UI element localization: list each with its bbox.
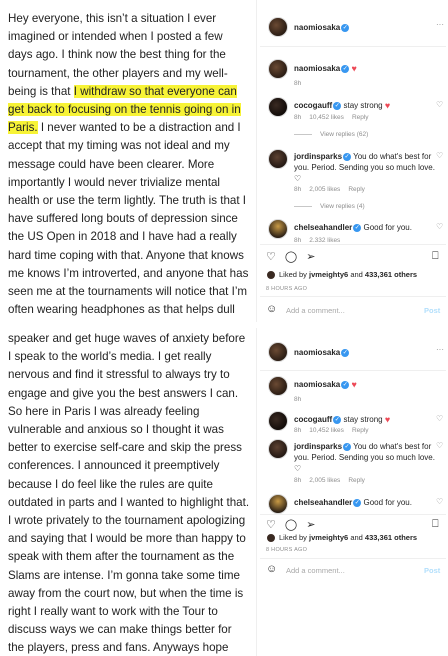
heart-icon[interactable]: ♡ (436, 222, 444, 231)
comment-username[interactable]: jordinsparks (294, 152, 343, 161)
avatar[interactable] (268, 17, 288, 37)
comment (294, 497, 439, 508)
post-caption-part-1 (8, 10, 250, 322)
emoji-icon[interactable]: ☺ (266, 303, 278, 315)
column-divider (256, 328, 257, 656)
view-replies-button[interactable]: View replies (62) (294, 131, 368, 138)
comment-icon[interactable]: ◯ (284, 519, 298, 531)
column-divider (256, 0, 257, 322)
reply-button[interactable]: Reply (348, 186, 365, 193)
action-bar (266, 250, 324, 263)
comment-username[interactable]: cocogauff (294, 101, 333, 110)
comment-likes[interactable]: 2,332 likes (309, 237, 341, 242)
avatar (266, 270, 276, 280)
verified-badge-icon: ✓ (354, 224, 360, 231)
post-header (294, 22, 439, 33)
comments-sidebar (260, 328, 446, 656)
action-bar (266, 518, 324, 531)
share-icon[interactable]: ➢ (306, 519, 316, 531)
post-panel-top (0, 0, 448, 322)
reply-button[interactable]: Reply (351, 427, 369, 434)
divider (260, 296, 446, 297)
owner-caption (294, 379, 439, 390)
liked-by-count[interactable]: 433,361 others (364, 533, 418, 542)
header-username[interactable]: naomiosaka (294, 23, 341, 32)
avatar (266, 533, 276, 543)
comment-username[interactable]: chelseahandler (294, 223, 353, 232)
comment-text: stay strong (343, 415, 383, 424)
heart-icon[interactable]: ♡ (436, 100, 444, 109)
comment-meta (294, 427, 377, 434)
reply-button[interactable]: Reply (348, 477, 365, 484)
liked-by: Liked by jvmeighty6 and 433,361 others (266, 270, 417, 280)
heart-icon[interactable]: ♡ (436, 151, 444, 160)
avatar[interactable] (268, 439, 288, 459)
divider (260, 514, 446, 515)
verified-badge-icon: ✓ (354, 499, 360, 506)
red-heart-emoji-icon: ♥ (384, 414, 391, 425)
heart-icon[interactable]: ♡ (436, 414, 444, 423)
avatar[interactable] (268, 59, 288, 79)
add-comment-input[interactable]: Add a comment... (286, 566, 345, 575)
post-panel-bottom (0, 328, 448, 656)
owner-caption (294, 63, 439, 74)
reply-button[interactable]: Reply (351, 114, 369, 121)
comment-likes[interactable]: 10,452 likes (309, 427, 344, 434)
comment (294, 414, 439, 425)
liked-by-user[interactable]: jvmeighty6 (309, 270, 349, 279)
comment-meta (294, 186, 373, 193)
verified-badge-icon: ✓ (334, 102, 340, 109)
post-caption-part-2 (8, 330, 250, 656)
view-replies-button[interactable]: View replies (4) (294, 203, 365, 210)
comment-time: 8h (294, 114, 302, 121)
avatar[interactable] (268, 342, 288, 362)
comment-meta (294, 114, 377, 121)
red-heart-emoji-icon: ♥ (351, 63, 357, 74)
heart-icon[interactable]: ♡ (266, 519, 276, 531)
verified-badge-icon: ✓ (342, 24, 348, 31)
emoji-icon[interactable]: ☺ (266, 563, 278, 575)
post-comment-button[interactable]: Post (424, 306, 441, 315)
share-icon[interactable]: ➢ (306, 251, 316, 263)
avatar[interactable] (268, 411, 288, 431)
comment (294, 441, 439, 474)
avatar[interactable] (268, 97, 288, 117)
verified-badge-icon: ✓ (342, 381, 348, 388)
owner-caption-time: 8h (294, 396, 302, 403)
verified-badge-icon: ✓ (344, 153, 350, 160)
comment-time: 8h (294, 237, 302, 242)
verified-badge-icon: ✓ (342, 65, 348, 72)
verified-badge-icon: ✓ (342, 349, 348, 356)
post-comment-button[interactable]: Post (424, 566, 441, 575)
avatar[interactable] (268, 149, 288, 169)
comment-text: Good for you. (363, 223, 412, 232)
liked-by-count[interactable]: 433,361 others (364, 270, 418, 279)
divider (260, 558, 446, 559)
more-options-icon[interactable]: ··· (436, 345, 444, 354)
comment-text: You do what's best for you. Period. Sending you so much love. (294, 152, 435, 172)
header-username[interactable]: naomiosaka (294, 348, 341, 357)
comment-text: stay strong (343, 101, 383, 110)
comment-text: Good for you. (363, 498, 412, 507)
owner-username[interactable]: naomiosaka (294, 380, 341, 389)
post-timestamp: 8 HOURS AGO (266, 286, 308, 292)
comments-sidebar (260, 0, 446, 322)
heart-icon[interactable]: ♡ (436, 497, 444, 506)
caption-text: Hey everyone, this isn’t a situation I ever imagined or intended when I posted a few days ago. I think now the best thing for the tournament, the other players and my well-being is that (8, 12, 228, 98)
comment-meta (294, 237, 348, 242)
comment-username[interactable]: cocogauff (294, 415, 333, 424)
heart-emoji-icon: ♡ (294, 464, 302, 473)
liked-by-user[interactable]: jvmeighty6 (309, 533, 349, 542)
avatar[interactable] (268, 219, 288, 239)
verified-badge-icon: ✓ (334, 416, 340, 423)
divider (260, 46, 446, 47)
caption-text: I never wanted to be a distraction and I accept that my timing was not ideal and my message could have been clearer. More importantly I would never trivialize mental health or use the term lightly. The truth is that I have suffered long bouts of depression since the US Open in 2018 and I have had a really hard time coping with that. Anyone that knows me knows I’m introverted, and anyone that has seen me at the tournaments will notice that I’m often wearing headphones as that helps dull (8, 121, 249, 317)
bookmark-icon[interactable]: ⎕ (432, 518, 439, 530)
red-heart-emoji-icon: ♥ (384, 100, 391, 111)
liked-by: Liked by jvmeighty6 and 433,361 others (266, 533, 417, 543)
comment-time: 8h (294, 427, 302, 434)
divider (260, 370, 446, 371)
post-header (294, 347, 439, 358)
red-heart-emoji-icon: ♥ (351, 379, 357, 390)
post-timestamp: 8 HOURS AGO (266, 547, 308, 553)
comment-likes[interactable]: 10,452 likes (309, 114, 344, 121)
comment-time: 8h (294, 477, 302, 484)
comment-meta (294, 477, 373, 484)
bookmark-icon[interactable]: ⎕ (432, 250, 439, 262)
heart-icon[interactable]: ♡ (266, 251, 276, 263)
owner-username[interactable]: naomiosaka (294, 64, 341, 73)
comment-text: You do what's best for you. Period. Sending you so much love. (294, 442, 435, 462)
comment-icon[interactable]: ◯ (284, 251, 298, 263)
heart-icon[interactable]: ♡ (436, 441, 444, 450)
comment-username[interactable]: jordinsparks (294, 442, 343, 451)
divider (260, 244, 446, 245)
more-options-icon[interactable]: ··· (436, 20, 444, 29)
comment-time: 8h (294, 186, 302, 193)
avatar[interactable] (268, 494, 288, 514)
highlighted-caption-text: I withdraw so that everyone can get back to focusing on the tennis going on in Paris. (8, 84, 241, 135)
avatar[interactable] (268, 376, 288, 396)
caption-text: speaker and get huge waves of anxiety before I speak to the world’s media. I get really nervous and find it stressful to always try to engage and give you the best answers I can. So here in Paris I was already feeling vulnerable and anxious so I thought it was better to exercise self-care and skip the press conferences. I announced it preemptively because I do feel like the rules are quite outdated in parts and I wanted to highlight that. I wrote privately to the tournament apologizing and saying that I would be more than happy to speak with them after the tournament as the Slams are intense. I’m gonna take some time away from the court now, but when the time is right I really want to work with the Tour to discuss ways we can make things better for the players, press and fans. Anyways hope (8, 332, 250, 655)
owner-caption-time: 8h (294, 80, 302, 87)
heart-emoji-icon: ♡ (294, 174, 302, 183)
comment (294, 222, 439, 233)
comment-username[interactable]: chelseahandler (294, 498, 353, 507)
comment (294, 151, 439, 184)
verified-badge-icon: ✓ (344, 443, 350, 450)
comment (294, 100, 439, 111)
comment-likes[interactable]: 2,005 likes (309, 477, 341, 484)
comment-likes[interactable]: 2,005 likes (309, 186, 341, 193)
add-comment-input[interactable]: Add a comment... (286, 306, 345, 315)
